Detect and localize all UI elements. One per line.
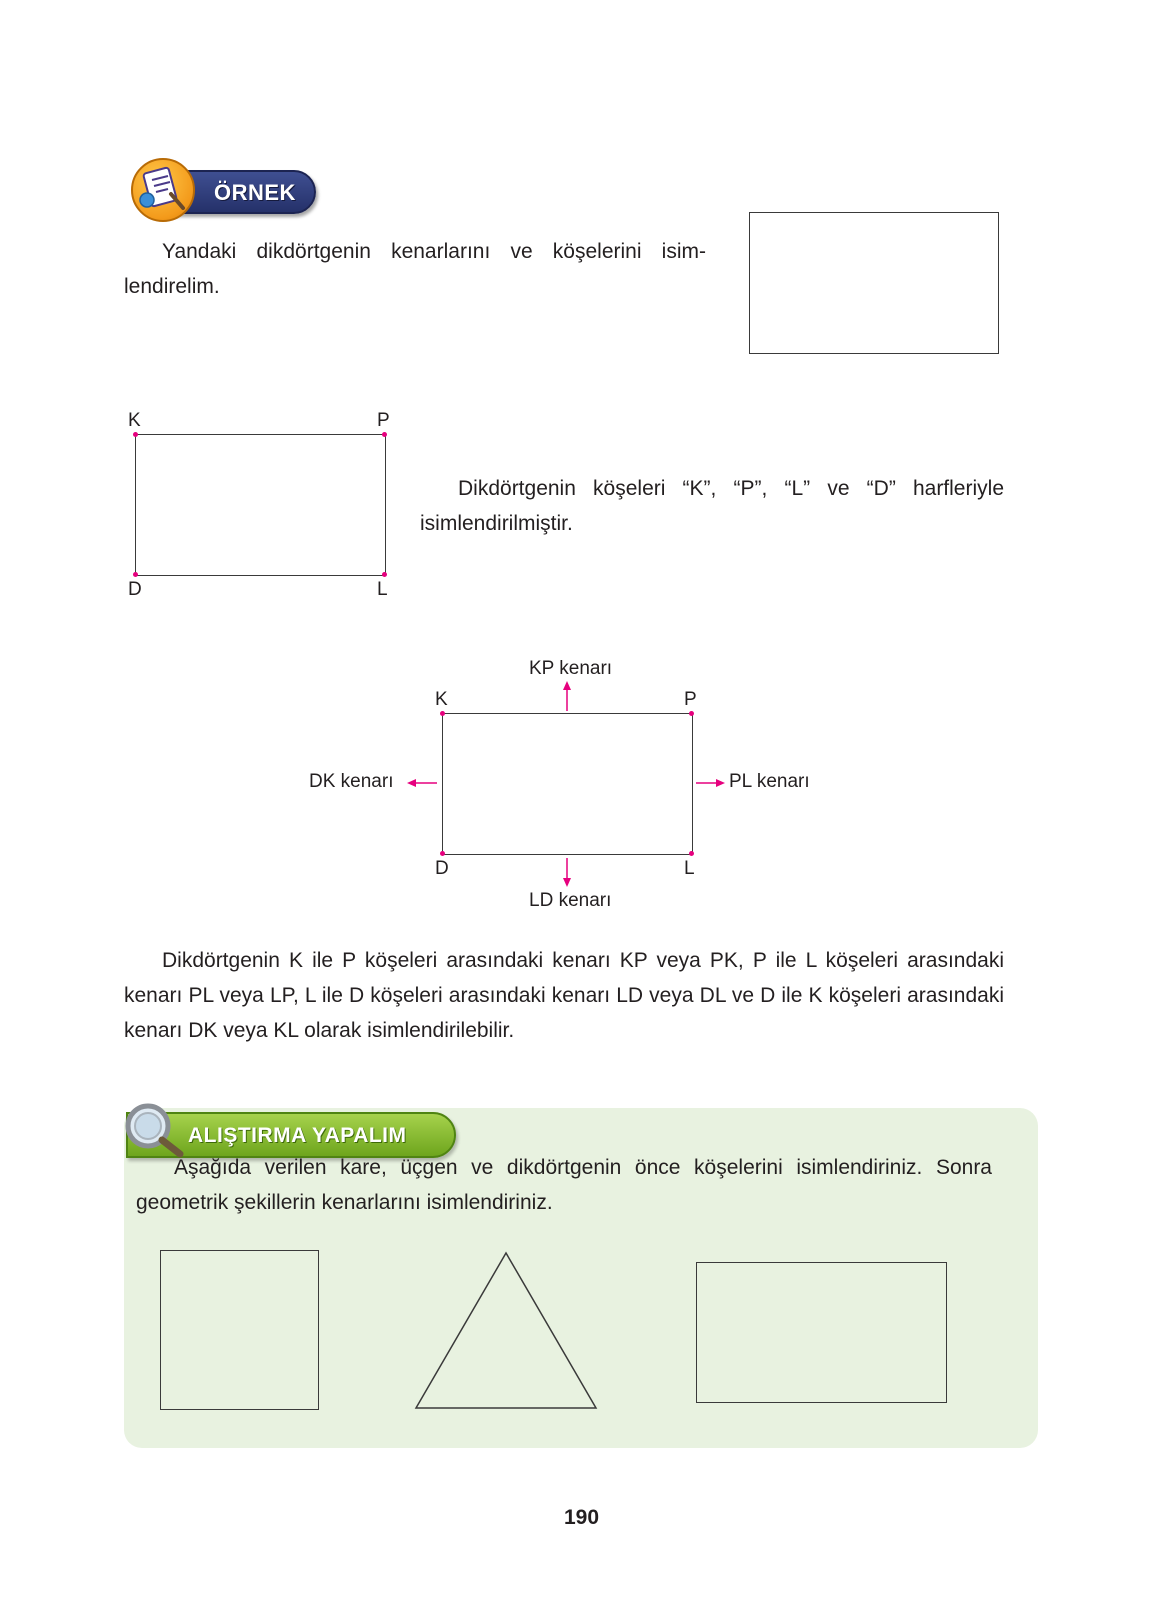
edge-label-ld: LD kenarı xyxy=(529,890,612,911)
vertex-label-d: D xyxy=(435,858,449,879)
exercise-rectangle xyxy=(696,1262,947,1403)
exercise-label: ALIŞTIRMA YAPALIM xyxy=(188,1124,407,1147)
exercise-instruction: Aşağıda verilen kare, üçgen ve dikdörtgenin önce köşelerini isimlendiriniz. Sonra geometrik şekillerin kenarlarını isimlendiriniz. xyxy=(136,1156,992,1214)
vertex-label-p: P xyxy=(377,410,390,431)
exercise-square xyxy=(160,1250,319,1410)
vertex-label-k: K xyxy=(435,689,448,710)
arrow-left-icon xyxy=(407,779,416,787)
edge-label-dk: DK kenarı xyxy=(309,771,394,792)
vertex-label-k: K xyxy=(128,410,141,431)
page-number: 190 xyxy=(563,1506,600,1529)
arrow-up-icon xyxy=(563,681,571,690)
example-intro-text: Yandaki dikdörtgenin kenarlarını ve köşelerini isimlendirelim. xyxy=(124,240,706,298)
edge-label-pl: PL kenarı xyxy=(729,771,810,792)
figure1-description: Dikdörtgenin köşeleri “K”, “P”, “L” ve “D” harfleriyle isimlendirilmiştir. xyxy=(420,477,1004,535)
vertex-label-l: L xyxy=(684,858,695,879)
vertex-label-d: D xyxy=(128,579,142,600)
vertex-label-p: P xyxy=(684,689,697,710)
explanation-text: Dikdörtgenin K ile P köşeleri arasındaki kenarı KP veya PK, P ile L köşeleri arasındaki kenarı PL veya LP, L ile D köşeleri arasındaki kenarı LD veya DL ve D ile K köşeleri arasındaki kenarı DK veya KL olarak isimlendirilebilir. xyxy=(124,949,1004,1042)
ornek-label: ÖRNEK xyxy=(214,180,296,205)
edge-label-kp: KP kenarı xyxy=(529,658,613,679)
exercise-triangle xyxy=(412,1250,602,1412)
arrow-down-icon xyxy=(563,878,571,887)
vertex-label-l: L xyxy=(377,579,388,600)
arrow-right-icon xyxy=(716,779,725,787)
